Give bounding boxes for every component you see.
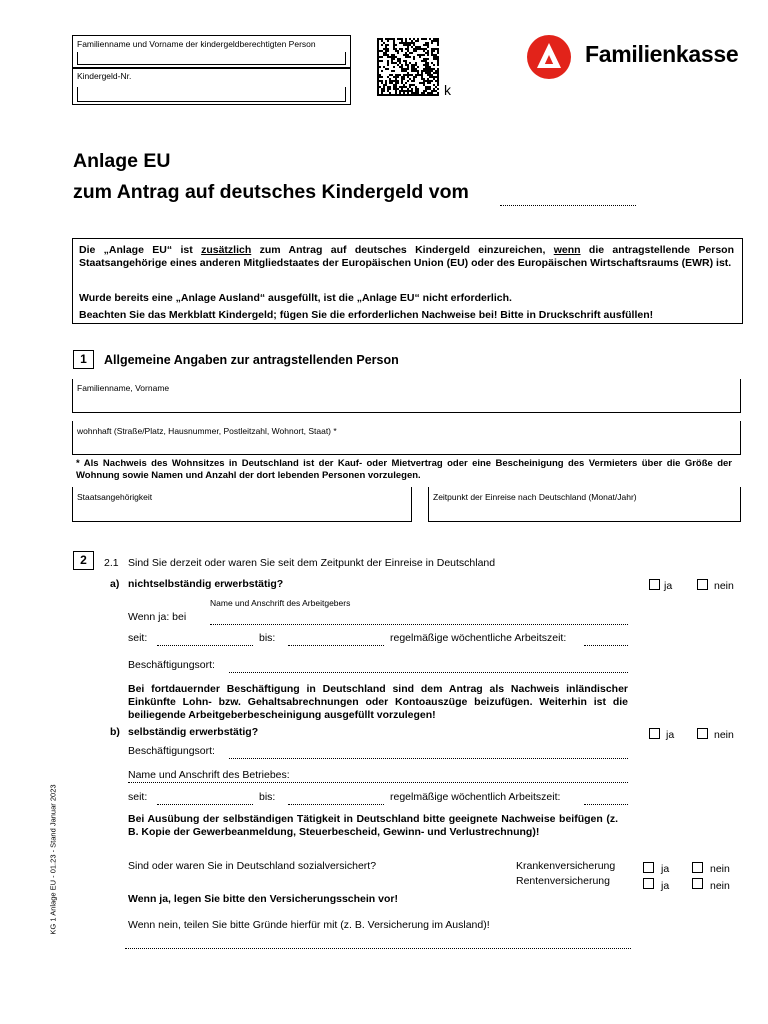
barcode-matrix (377, 38, 439, 96)
entry-date-label: Zeitpunkt der Einreise nach Deutschland (Monat/Jahr) (433, 492, 637, 502)
entry-date-field[interactable] (428, 487, 741, 522)
selfemployed-no-label: nein (714, 729, 734, 741)
address-footnote: * Als Nachweis des Wohnsitzes in Deutschland ist der Kauf- oder Mietvertrag oder eine Bescheinigung des Vermieters über die Größe der Wohnung sowie Namen und Anzahl der dort lebenden Personen vorzulegen. (76, 458, 732, 481)
nationality-label: Staatsangehörigkeit (77, 492, 153, 502)
question-2-1-text: Sind Sie derzeit oder waren Sie seit dem Zeitpunkt der Einreise in Deutschland (128, 557, 496, 569)
employed-yes-label: ja (664, 580, 673, 592)
applicant-name-field[interactable] (72, 35, 351, 68)
option-b-label: b) (110, 726, 120, 738)
employer-caption: Name und Anschrift des Arbeitgebers (210, 598, 351, 608)
selfemployed-until-label: bis: (259, 791, 276, 803)
person-name-label: Familienname, Vorname (77, 383, 170, 393)
pension-insurance-label: Rentenversicherung (516, 875, 610, 887)
notice-paragraph-1: Die „Anlage EU“ ist zusätzlich zum Antrag auf deutsches Kindergeld einzureichen, wenn die antragstellende Person Staatsangehörige eines anderen Mitgliedstaates der Europäischen Union (EU) oder des Europäischen Wirtschaftsraums (EWR) ist. (79, 244, 734, 269)
health-insurance-yes-label: ja (661, 863, 670, 875)
barcode-suffix: k (444, 82, 451, 98)
employment-until-label: bis: (259, 632, 276, 644)
employment-until-field[interactable] (288, 645, 384, 646)
applicant-name-label: Familienname und Vorname der kindergeldberechtigten Person (77, 39, 316, 49)
pension-insurance-yes-label: ja (661, 880, 670, 892)
selfemployed-since-label: seit: (128, 791, 148, 803)
notice-paragraph-2: Wurde bereits eine „Anlage Ausland“ ausgefüllt, ist die „Anlage EU“ nicht erforderlich. (79, 292, 512, 304)
weekly-hours-a-label: regelmäßige wöchentliche Arbeitszeit: (390, 632, 567, 644)
selfemployed-yes-label: ja (666, 729, 675, 741)
insurance-no-instruction: Wenn nein, teilen Sie bitte Gründe hierfür mit (z. B. Versicherung im Ausland)! (128, 919, 490, 931)
selfemployed-yes-checkbox[interactable] (649, 728, 660, 739)
insurance-reason-field[interactable] (125, 948, 631, 949)
weekly-hours-b-field[interactable] (584, 804, 628, 805)
health-insurance-no-checkbox[interactable] (692, 862, 703, 873)
employer-field[interactable] (210, 624, 628, 625)
option-a-label: a) (110, 578, 120, 590)
selfemployed-no-checkbox[interactable] (697, 728, 708, 739)
work-place-a-field[interactable] (229, 672, 628, 673)
page-subtitle: zum Antrag auf deutsches Kindergeld vom (73, 181, 469, 203)
nationality-field[interactable] (72, 487, 412, 522)
work-place-b-field[interactable] (229, 758, 628, 759)
pension-insurance-yes-checkbox[interactable] (643, 878, 654, 889)
application-date-field[interactable] (500, 205, 636, 206)
familienkasse-logo-icon (526, 34, 572, 80)
form-id-side-text: KG 1 Anlage EU - 01.23 - Stand Januar 2023 (48, 784, 58, 935)
insurance-yes-instruction: Wenn ja, legen Sie bitte den Versicherungsschein vor! (128, 893, 398, 905)
notice-paragraph-3: Beachten Sie das Merkblatt Kindergeld; fügen Sie die erforderlichen Nachweise bei! Bitte in Druckschrift ausfüllen! (79, 309, 654, 321)
employment-since-field[interactable] (157, 645, 253, 646)
employed-yes-checkbox[interactable] (649, 579, 660, 590)
pension-insurance-no-label: nein (710, 880, 730, 892)
option-b-text: selbständig erwerbstätig? (128, 726, 259, 738)
pension-insurance-no-checkbox[interactable] (692, 878, 703, 889)
health-insurance-no-label: nein (710, 863, 730, 875)
health-insurance-label: Krankenversicherung (516, 860, 616, 872)
address-label: wohnhaft (Straße/Platz, Hausnummer, Postleitzahl, Wohnort, Staat) * (77, 426, 337, 436)
selfemployed-until-field[interactable] (288, 804, 384, 805)
person-name-field[interactable] (72, 379, 741, 413)
section-2-number: 2 (73, 551, 94, 570)
weekly-hours-a-field[interactable] (584, 645, 628, 646)
insured-question: Sind oder waren Sie in Deutschland sozialversichert? (128, 860, 377, 872)
wenn-ja-bei-label: Wenn ja: bei (128, 611, 187, 623)
work-place-b-label: Beschäftigungsort: (128, 745, 215, 757)
employed-no-label: nein (714, 580, 734, 592)
question-2-1-number: 2.1 (104, 557, 119, 569)
health-insurance-yes-checkbox[interactable] (643, 862, 654, 873)
brand-name: Familienkasse (585, 41, 739, 67)
section-1-number: 1 (73, 350, 94, 369)
weekly-hours-b-label: regelmäßige wöchentlich Arbeitszeit: (390, 791, 561, 803)
address-field[interactable] (72, 421, 741, 455)
employment-note: Bei fortdauernder Beschäftigung in Deutschland sind dem Antrag als Nachweis inländischer Einkünfte Lohn- bzw. Gehaltsabrechnungen oder Kontoauszüge beizufügen. Weiterhin ist die beiliegende Arbeitgeberbescheinigung ausgefüllt vorzulegen! (128, 683, 628, 721)
employment-since-label: seit: (128, 632, 148, 644)
selfemployed-note: Bei Ausübung der selbständigen Tätigkeit in Deutschland bitte geeignete Nachweise beifügen (z. B. Kopie der Gewerbeanmeldung, Steuerbescheid, Gewinn- und Verlustrechnung)! (128, 813, 618, 838)
section-1-title: Allgemeine Angaben zur antragstellenden Person (104, 353, 399, 367)
kindergeld-nr-label: Kindergeld-Nr. (77, 71, 132, 81)
selfemployed-since-field[interactable] (157, 804, 253, 805)
business-field[interactable] (128, 782, 628, 783)
option-a-text: nichtselbständig erwerbstätig? (128, 578, 284, 590)
page-title: Anlage EU (73, 150, 171, 172)
kindergeld-nr-field[interactable] (72, 68, 351, 105)
employed-no-checkbox[interactable] (697, 579, 708, 590)
business-label: Name und Anschrift des Betriebes: (128, 769, 290, 781)
work-place-a-label: Beschäftigungsort: (128, 659, 215, 671)
